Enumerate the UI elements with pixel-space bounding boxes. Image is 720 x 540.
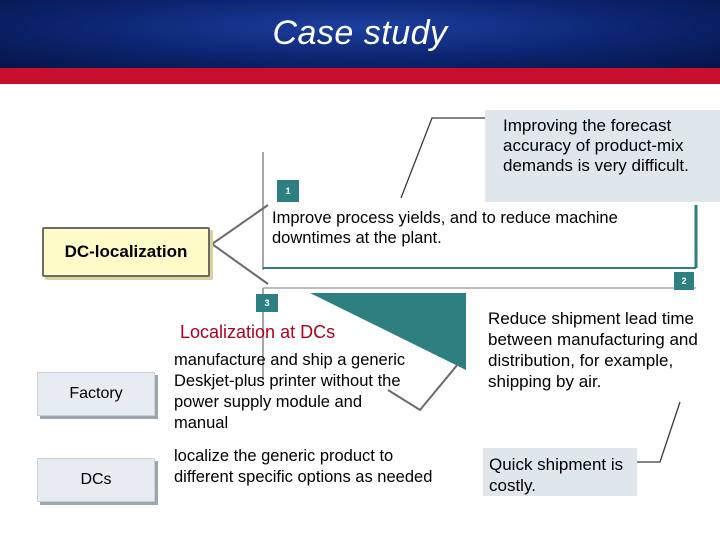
callout-pointer-quick xyxy=(637,402,680,462)
slide-title: Case study xyxy=(272,14,448,52)
quick-shipment-callout: Quick shipment is costly. xyxy=(483,448,637,496)
factory-label: Factory xyxy=(69,385,123,402)
badge-3: 3 xyxy=(256,294,278,312)
factory-box xyxy=(37,372,155,416)
localization-heading: Localization at DCs xyxy=(180,322,336,342)
yields-text: Improve process yields, and to reduce machine downtimes at the plant. xyxy=(272,209,618,247)
forecast-callout: Improving the forecast accuracy of product-mix demands is very difficult. xyxy=(485,110,720,202)
factory-description: manufacture and ship a generic Deskjet-plus printer without the power supply module and manual xyxy=(174,351,406,432)
shipment-lead-text: Reduce shipment lead time between manufacturing and distribution, for example, shipping by air. xyxy=(488,309,698,391)
dcs-box xyxy=(37,458,155,502)
dc-localization-label: DC-localization xyxy=(64,242,188,261)
dcs-label: DCs xyxy=(80,471,112,488)
callout-pointer-top xyxy=(401,118,487,198)
badge-1: 1 xyxy=(277,180,299,202)
dcs-description: localize the generic product to different specific options as needed xyxy=(174,447,433,486)
arrow-to-dc xyxy=(212,205,268,284)
dc-localization-box xyxy=(42,227,210,277)
badge-2: 2 xyxy=(674,272,694,290)
